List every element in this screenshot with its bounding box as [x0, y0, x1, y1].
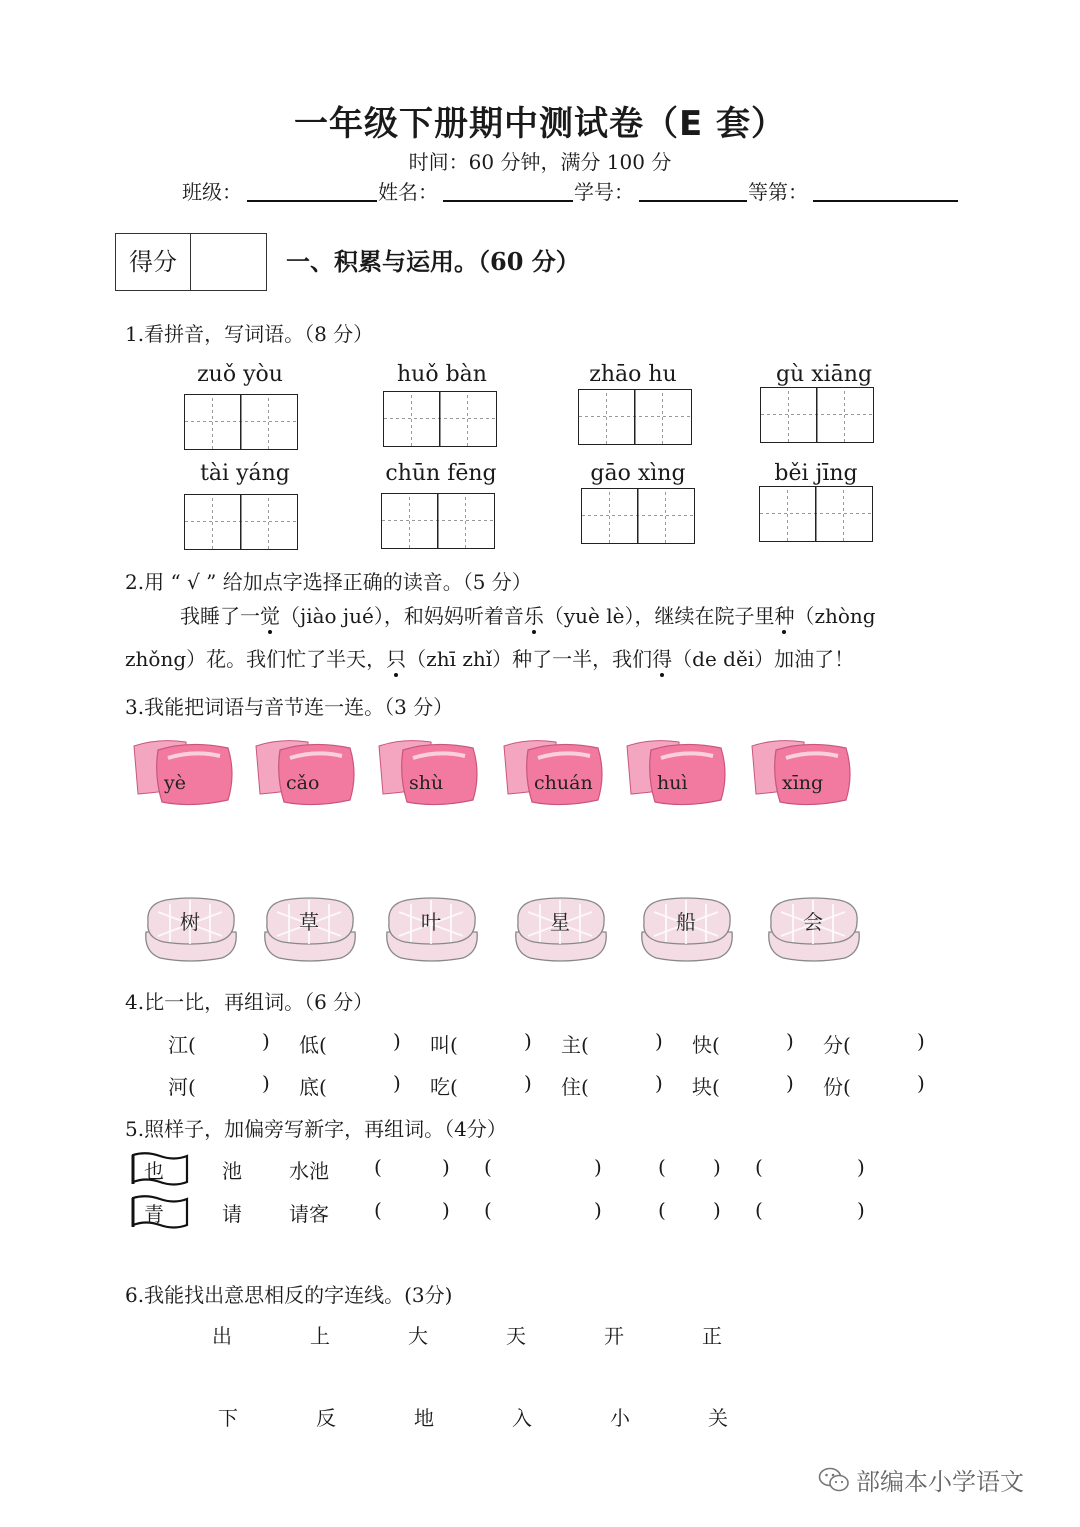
pinyin-label: xīng	[782, 772, 824, 794]
writing-grid	[581, 488, 695, 544]
footer-logo	[818, 1462, 1024, 1500]
pinyin-pillow	[128, 736, 238, 810]
base-character: 青	[144, 1202, 164, 1226]
closing-paren: )	[917, 1029, 925, 1053]
dotted-char: 只	[386, 647, 407, 671]
closing-paren: )	[524, 1071, 532, 1095]
question-3-title: 3.我能把词语与音节连一连。（3 分）	[125, 695, 454, 719]
pinyin-label: gāo xìng	[590, 461, 686, 486]
pinyin-label: zuǒ yòu	[197, 362, 283, 387]
compare-char: 吃(	[430, 1075, 458, 1099]
wechat-icon	[818, 1466, 850, 1500]
compare-char: 河(	[168, 1075, 196, 1099]
text-segment: （zhòng	[794, 604, 876, 628]
dotted-char: 种	[774, 604, 795, 628]
example-banner	[130, 1194, 188, 1230]
score-box	[115, 233, 267, 291]
question-6-title: 6.我能找出意思相反的字连线。(3分)	[125, 1283, 453, 1307]
character-label: 草	[299, 910, 319, 934]
new-character: 请	[222, 1202, 242, 1226]
antonym-bottom-word: 小	[610, 1406, 630, 1430]
name-blank	[443, 200, 573, 202]
antonym-bottom-word: 地	[414, 1406, 434, 1430]
example-banner	[130, 1151, 188, 1187]
score-label: 得分	[116, 234, 191, 290]
pinyin-pillow	[746, 736, 856, 810]
pinyin-label: zhāo hu	[589, 362, 677, 387]
pinyin-label: tài yáng	[200, 461, 290, 486]
answer-paren-close: )	[857, 1155, 865, 1179]
closing-paren: )	[917, 1071, 925, 1095]
text-segment: （de děi）加油了！	[672, 647, 855, 671]
writing-grid	[381, 493, 495, 549]
antonym-bottom-word: 入	[512, 1406, 532, 1430]
antonym-bottom-word: 下	[218, 1406, 238, 1430]
answer-paren-open: (	[374, 1198, 382, 1222]
new-character: 池	[222, 1159, 242, 1183]
question-2-line-1	[180, 595, 876, 637]
pinyin-pillow	[373, 736, 483, 810]
character-cushion	[381, 892, 481, 964]
pinyin-label: huì	[657, 772, 688, 794]
antonym-top-word: 上	[310, 1324, 330, 1348]
student-id-blank	[639, 200, 747, 202]
closing-paren: )	[262, 1071, 270, 1095]
exam-time-info: 时间：60 分钟，满分 100 分	[408, 150, 672, 174]
compare-char: 叫(	[430, 1033, 458, 1057]
compare-char: 分(	[823, 1033, 851, 1057]
antonym-bottom-word: 反	[316, 1406, 336, 1430]
example-word: 水池	[289, 1159, 329, 1183]
character-label: 船	[676, 910, 696, 934]
antonym-top-word: 大	[408, 1324, 428, 1348]
antonym-top-word: 出	[212, 1324, 232, 1348]
text-segment: （yuè lè），继续在院子里	[543, 604, 775, 628]
antonym-bottom-word: 关	[708, 1406, 728, 1430]
answer-paren-open: (	[658, 1198, 666, 1222]
class-label: 班级：	[182, 180, 242, 204]
character-label: 会	[803, 910, 823, 934]
closing-paren: )	[786, 1071, 794, 1095]
antonym-top-word: 天	[506, 1324, 526, 1348]
closing-paren: )	[393, 1071, 401, 1095]
pinyin-label: huǒ bàn	[397, 362, 487, 387]
answer-paren-close: )	[594, 1198, 602, 1222]
compare-char: 住(	[561, 1075, 589, 1099]
closing-paren: )	[655, 1071, 663, 1095]
answer-paren-open: (	[755, 1155, 763, 1179]
page-title: 一年级下册期中测试卷（E 套）	[293, 104, 787, 144]
student-id-label: 学号：	[574, 180, 634, 204]
question-5-title: 5.照样子，加偏旁写新字，再组词。（4分）	[125, 1117, 507, 1141]
character-cushion	[636, 892, 736, 964]
question-2-line-2	[125, 638, 854, 680]
answer-paren-close: )	[713, 1155, 721, 1179]
compare-char: 份(	[823, 1075, 851, 1099]
writing-grid	[578, 389, 692, 445]
text-segment: （zhī zhǐ）种了一半，我们	[406, 647, 653, 671]
closing-paren: )	[393, 1029, 401, 1053]
pinyin-label: chūn fēng	[385, 461, 497, 486]
character-label: 叶	[421, 910, 441, 934]
writing-grid	[184, 494, 298, 550]
pinyin-label: yè	[164, 772, 186, 794]
pinyin-pillow	[621, 736, 731, 810]
character-label: 星	[550, 910, 570, 934]
question-4-title: 4.比一比，再组词。（6 分）	[125, 990, 374, 1014]
pinyin-label: běi jīng	[774, 461, 858, 486]
pinyin-label: cǎo	[286, 772, 320, 794]
text-segment: （jiào jué），和妈妈听着音	[280, 604, 524, 628]
answer-paren-close: )	[594, 1155, 602, 1179]
answer-paren-close: )	[713, 1198, 721, 1222]
writing-grid	[760, 387, 874, 443]
example-word: 请客	[289, 1202, 329, 1226]
character-cushion	[763, 892, 863, 964]
closing-paren: )	[524, 1029, 532, 1053]
pinyin-pillow	[498, 736, 608, 810]
name-label: 姓名：	[378, 180, 438, 204]
answer-paren-close: )	[442, 1155, 450, 1179]
grade-label: 等第：	[748, 180, 808, 204]
question-1-title: 1.看拼音，写词语。（8 分）	[125, 322, 374, 346]
closing-paren: )	[786, 1029, 794, 1053]
answer-paren-close: )	[442, 1198, 450, 1222]
grade-blank	[813, 200, 958, 202]
character-cushion	[259, 892, 359, 964]
answer-paren-open: (	[484, 1198, 492, 1222]
compare-char: 低(	[299, 1033, 327, 1057]
closing-paren: )	[262, 1029, 270, 1053]
answer-paren-close: )	[857, 1198, 865, 1222]
footer-logo-text: 部编本小学语文	[856, 1468, 1024, 1496]
base-character: 也	[144, 1159, 164, 1183]
pinyin-label: chuán	[534, 772, 593, 794]
compare-char: 快(	[692, 1033, 720, 1057]
section-title: 一、积累与运用。（60 分）	[286, 247, 580, 276]
pinyin-label: shù	[409, 772, 444, 794]
character-cushion	[510, 892, 610, 964]
pinyin-label: gù xiāng	[775, 362, 873, 387]
character-label: 树	[180, 910, 200, 934]
answer-paren-open: (	[755, 1198, 763, 1222]
writing-grid	[383, 391, 497, 447]
antonym-top-word: 开	[604, 1324, 624, 1348]
answer-paren-open: (	[658, 1155, 666, 1179]
pinyin-pillow	[250, 736, 360, 810]
question-2-title: 2.用 “ √ ” 给加点字选择正确的读音。（5 分）	[125, 570, 532, 594]
class-blank	[247, 200, 377, 202]
compare-char: 底(	[299, 1075, 327, 1099]
antonym-top-word: 正	[702, 1324, 722, 1348]
dotted-char: 觉	[260, 604, 280, 628]
compare-char: 块(	[692, 1075, 720, 1099]
compare-char: 主(	[561, 1033, 589, 1057]
closing-paren: )	[655, 1029, 663, 1053]
character-cushion	[140, 892, 240, 964]
text-segment: zhǒng）花。我们忙了半天，	[125, 647, 387, 671]
text-segment: 我睡了一	[180, 604, 260, 628]
answer-paren-open: (	[484, 1155, 492, 1179]
dotted-char: 得	[652, 647, 673, 671]
dotted-char: 乐	[523, 604, 544, 628]
answer-paren-open: (	[374, 1155, 382, 1179]
writing-grid	[759, 486, 873, 542]
compare-char: 江(	[168, 1033, 196, 1057]
writing-grid	[184, 394, 298, 450]
